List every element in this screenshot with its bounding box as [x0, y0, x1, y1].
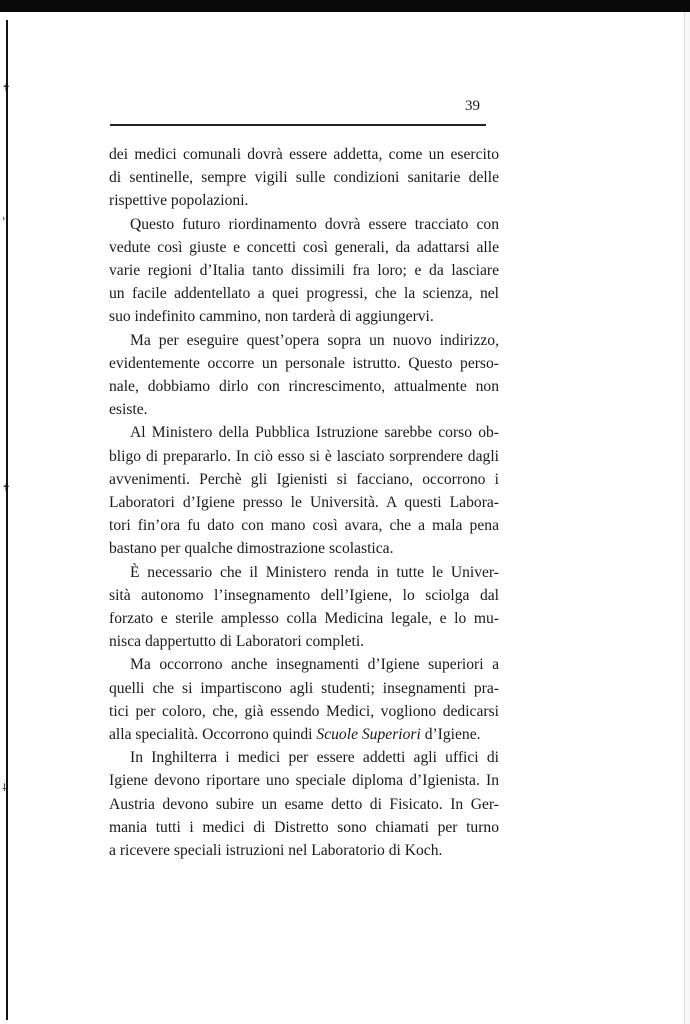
text-line: evidentemente occorre un personale istrutto. Questo perso-	[109, 354, 499, 372]
text-line: nisca dappertutto di Laboratori completi.	[109, 633, 365, 651]
paragraph	[109, 746, 499, 862]
scan-top-border	[0, 0, 690, 12]
text-line: rispettive popolazioni.	[109, 192, 249, 210]
binding-mark: ›	[2, 213, 6, 224]
text-line: Laboratori d’Igiene presso le Università. A questi Labora-	[109, 494, 499, 512]
text-line: dei medici comunali dovrà essere addetta, come un esercito	[109, 146, 499, 163]
document-body	[109, 143, 499, 862]
scan-right-edge	[684, 12, 690, 1024]
scan-left-edge	[6, 20, 8, 1020]
binding-mark: ✝	[2, 83, 11, 94]
text-line: Igiene devono riportare uno speciale diploma d’Igienista. In	[109, 772, 499, 790]
text-line: In Inghilterra i medici per essere addetti agli uffici di	[130, 749, 499, 767]
text-line: Ma per eseguire quest’opera sopra un nuovo indirizzo,	[130, 331, 499, 349]
text-line: a ricevere speciali istruzioni nel Laboratorio di Koch.	[109, 842, 443, 860]
text-line: avvenimenti. Perchè gli Igienisti si facciano, occorrono i	[109, 470, 499, 488]
text-line	[109, 723, 499, 746]
paragraph	[109, 421, 499, 560]
paragraph	[109, 329, 499, 422]
text-line: Austria devono subire un esame detto di Fisicato. In Ger-	[109, 795, 499, 813]
text-line: tici per coloro, che, già essendo Medici, vogliono dedicarsi	[109, 702, 499, 720]
text-line: Ma occorrono anche insegnamenti d’Igiene superiori a	[130, 656, 499, 674]
text-line: tori fin’ora fu dato con mano così avara, che a mala pena	[109, 517, 499, 535]
paragraph	[109, 143, 499, 213]
text-run: d’Igiene.	[420, 726, 481, 744]
paragraph	[109, 561, 499, 654]
text-line: sità autonomo l’insegnamento dell’Igiene, lo sciolga dal	[109, 586, 499, 604]
text-line: esiste.	[109, 401, 148, 419]
text-run: alla specialità. Occorrono quindi	[109, 726, 317, 744]
text-line: Al Ministero della Pubblica Istruzione sarebbe corso ob-	[130, 424, 499, 442]
page-number: 39	[465, 98, 480, 114]
text-line: È necessario che il Ministero renda in tutte le Univer-	[130, 563, 499, 581]
binding-mark: ✝	[2, 483, 11, 494]
text-line: bligo di prepararlo. In ciò esso si è lasciato sorprendere dagli	[109, 447, 499, 465]
text-line: suo indefinito cammino, non tarderà di aggiungervi.	[109, 308, 434, 326]
text-line: forzato e sterile amplesso colla Medicina legale, e lo mu-	[109, 610, 499, 628]
text-line: quelli che si impartiscono agli studenti; insegnamenti pra-	[109, 679, 499, 697]
text-line: di sentinelle, sempre vigili sulle condizioni sanitarie delle	[109, 169, 499, 187]
text-line: un facile addentellato a quei progressi, che la scienza, nel	[109, 285, 499, 303]
text-line: Questo futuro riordinamento dovrà essere tracciato con	[130, 215, 499, 233]
text-line: vedute così giuste e concetti così generali, da adattarsi alle	[109, 238, 499, 256]
text-line: mania tutti i medici di Distretto sono chiamati per turno	[109, 818, 499, 836]
paragraph	[109, 653, 499, 746]
text-line: bastano per qualche dimostrazione scolastica.	[109, 540, 394, 558]
text-line: varie regioni d’Italia tanto dissimili fra loro; e da lasciare	[109, 262, 499, 280]
text-line: nale, dobbiamo dirlo con rincrescimento, attualmente non	[109, 378, 499, 396]
italic-text: Scuole Superiori	[316, 726, 421, 744]
paragraph	[109, 213, 499, 329]
header-rule	[110, 124, 486, 126]
binding-mark: ⸸	[2, 783, 7, 794]
